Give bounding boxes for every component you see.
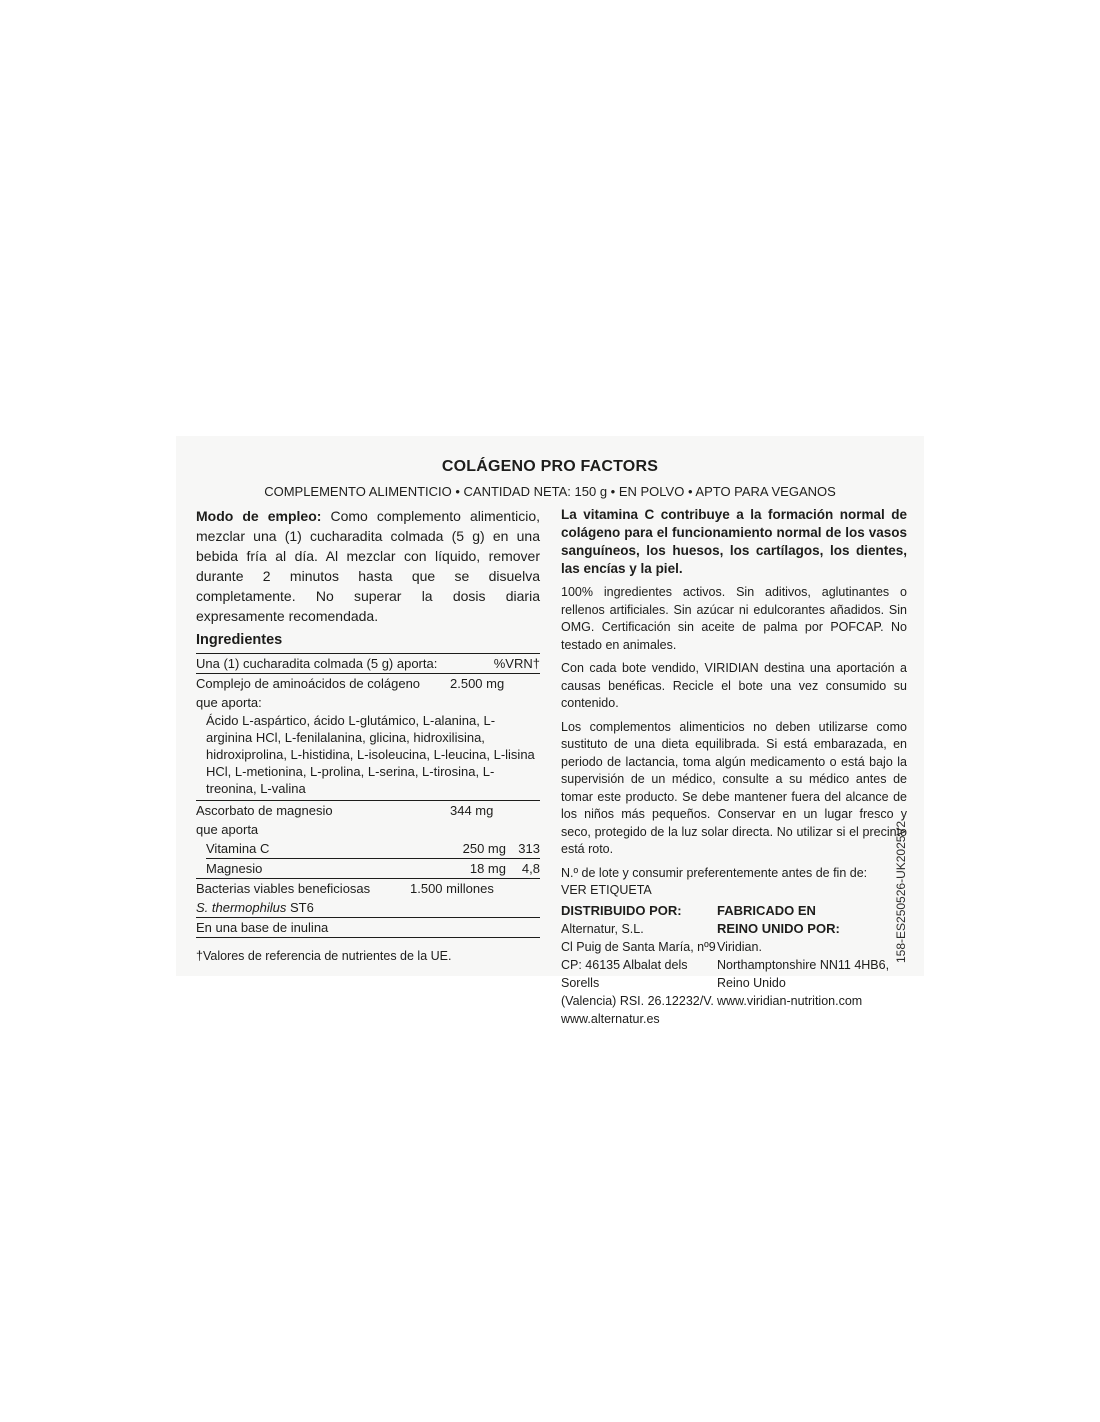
lot-value: VER ETIQUETA: [561, 883, 652, 897]
batch-code: 158-ES250526-UK2025V2: [894, 820, 908, 963]
usage-text: Como complemento alimenticio, mezclar una (1) cucharadita colmada (5 g) en una bebida fría al día. Al mezclar con líquido, remover durante 2 minutos hasta que se disuelva completamente. No superar la dosis diaria expresamente recomendada.: [196, 508, 540, 624]
row-name: Ascorbato de magnesio: [196, 803, 333, 818]
row-amount: 1.500 millones: [410, 881, 494, 896]
table-header: [196, 654, 540, 673]
manufacturer-heading-2: REINO UNIDO POR:: [717, 920, 840, 936]
row-vrn: 313: [518, 841, 540, 856]
manufacturer-block: [717, 902, 907, 1028]
manufacturer-line: Viridian.: [717, 939, 762, 954]
left-column: [196, 506, 540, 966]
health-claim: La vitamina C contribuye a la formación normal de colágeno para el funcionamiento normal de los vasos sanguíneos, los huesos, los cartílagos, los dientes, las encías y la piel.: [561, 507, 907, 576]
row-name: Complejo de aminoácidos de colágeno: [196, 676, 421, 691]
distributor-website: www.alternatur.es: [561, 1011, 660, 1026]
charity-note: Con cada bote vendido, VIRIDIAN destina una aportación a causas benéficas. Recicle el bote una vez consumido su contenido.: [561, 661, 907, 710]
strain-name: S. thermophilus: [196, 900, 287, 915]
vrn-footnote: †Valores de referencia de nutrientes de la UE.: [196, 949, 452, 963]
usage-instructions: [196, 506, 540, 626]
table-row: [196, 898, 540, 917]
manufacturer-line: Northamptonshire NN11 4HB6,: [717, 957, 890, 972]
distributor-line: Alternatur, S.L.: [561, 921, 644, 936]
product-features: 100% ingredientes activos. Sin aditivos, aglutinantes o rellenos artificiales. Sin azúcar ni edulcorantes añadidos. Sin OMG. Certificación sin aceite de palma por POFCAP. No testado en animales.: [561, 585, 907, 652]
ingredients-heading: Ingredientes: [196, 632, 283, 648]
amino-acid-list: Ácido L-aspártico, ácido L-glutámico, L-alanina, L-arginina HCl, L-fenilalanina, glicina, hidroxilisina, hidroxiprolina, L-histidina, L-isoleucina, L-leucina, L-lisina HCl, L-metionina, L-prolina, L-serina, L-tirosina, L-treonina, L-valina: [206, 713, 535, 796]
distributor-line: (Valencia) RSI. 26.12232/V.: [561, 993, 714, 1008]
ingredients-table: [196, 653, 540, 938]
row-name: que aporta: [196, 822, 259, 837]
manufacturer-line: Reino Unido: [717, 975, 786, 990]
distributor-block: [561, 902, 717, 1028]
manufacturer-website: www.viridian-nutrition.com: [717, 993, 863, 1008]
table-header-left: Una (1) cucharadita colmada (5 g) aporta:: [196, 656, 438, 671]
table-row: [196, 879, 540, 898]
table-row: [196, 674, 540, 693]
lot-info: N.º de lote y consumir preferentemente antes de fin de:: [561, 865, 868, 880]
row-name: En una base de inulina: [196, 920, 329, 935]
table-row: [196, 801, 540, 820]
row-amount: 18 mg: [469, 861, 506, 876]
row-name: Bacterias viables beneficiosas: [196, 881, 371, 896]
row-name: que aporta:: [196, 695, 262, 710]
strain-suffix: ST6: [289, 900, 314, 915]
right-column: [561, 506, 907, 1028]
usage-label: Modo de empleo:: [196, 508, 322, 524]
table-row: [196, 839, 540, 858]
row-amount: 250 mg: [462, 841, 506, 856]
warnings: Los complementos alimenticios no deben utilizarse como sustituto de una dieta equilibrada. Si está embarazada, en periodo de lactancia, toma algún medicamento o está bajo la supervisión de un médico, consulte a su médico antes de tomar este producto. Se debe mantener fuera del alcance de los niños más pequeños. Conservar en un lugar fresco y seco, protegido de la luz solar directa. No utilizar si el precinto está roto.: [561, 719, 907, 856]
table-row: [196, 820, 540, 839]
row-name: [196, 898, 540, 917]
distributor-line: Cl Puig de Santa María, nº9: [561, 939, 716, 954]
product-title: COLÁGENO PRO FACTORS: [441, 458, 659, 475]
table-row: [196, 859, 540, 878]
table-row: [196, 693, 540, 712]
row-amount: 2.500 mg: [450, 676, 505, 691]
table-row: [196, 918, 540, 937]
row-name: Vitamina C: [206, 841, 270, 856]
distributor-line: CP: 46135 Albalat dels Sorells: [561, 957, 688, 990]
row-name: Magnesio: [206, 861, 263, 876]
address-block: [561, 902, 907, 1028]
row-amount: 344 mg: [450, 803, 494, 818]
product-subtitle: COMPLEMENTO ALIMENTICIO • CANTIDAD NETA: 150 g • EN POLVO • APTO PARA VEGANOS: [264, 484, 836, 499]
table-header-right: %VRN†: [493, 656, 540, 671]
manufacturer-heading-1: FABRICADO EN: [717, 902, 816, 918]
distributor-heading: DISTRIBUIDO POR:: [561, 902, 682, 918]
row-vrn: 4,8: [521, 861, 540, 876]
